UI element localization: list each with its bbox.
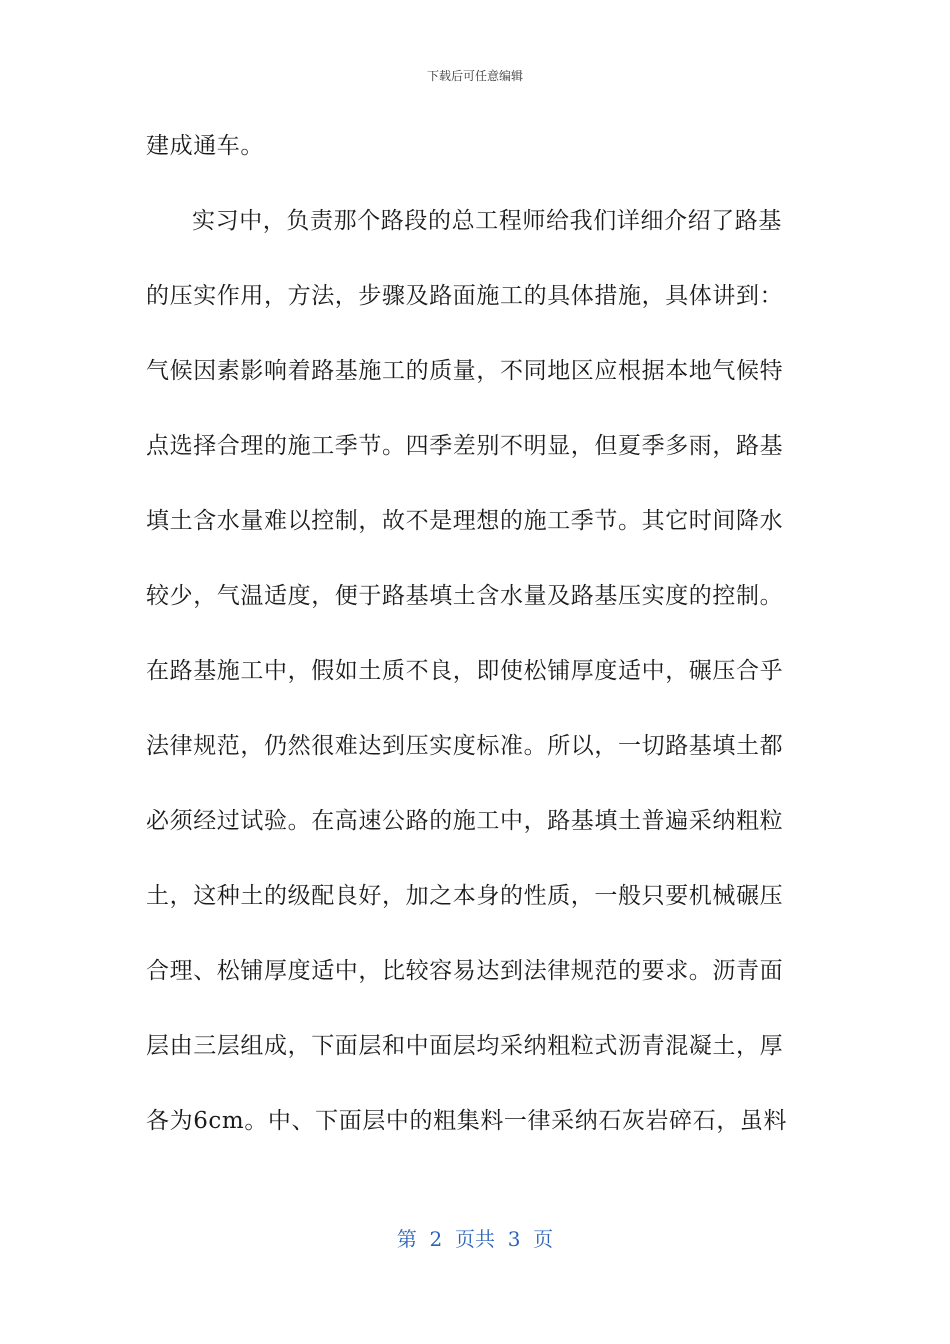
text-line: 合理、松铺厚度适中，比较容易达到法律规范的要求。沥青面 <box>146 958 784 984</box>
page-number-footer: 第 2 页共 3 页 <box>396 1227 554 1251</box>
document-body <box>146 127 796 1177</box>
text-line: 填土含水量难以控制，故不是理想的施工季节。其它时间降水 <box>146 508 784 534</box>
text-line: 法律规范，仍然很难达到压实度标准。所以，一切路基填土都 <box>146 733 784 759</box>
text-line: 土，这种土的级配良好，加之本身的性质，一般只要机械碾压 <box>146 883 784 909</box>
text-line: 较少，气温适度，便于路基填土含水量及路基压实度的控制。 <box>146 583 784 609</box>
text-line: 气候因素影响着路基施工的质量，不同地区应根据本地气候特 <box>146 358 784 384</box>
text-line: 层由三层组成，下面层和中面层均采纳粗粒式沥青混凝土，厚 <box>146 1033 784 1059</box>
text-line: 各为6cm。中、下面层中的粗集料一律采纳石灰岩碎石，虽料 <box>146 1108 788 1134</box>
page-header-note: 下载后可任意编辑 <box>426 69 523 83</box>
text-line: 点选择合理的施工季节。四季差别不明显，但夏季多雨，路基 <box>146 433 784 459</box>
text-line: 实习中，负责那个路段的总工程师给我们详细介绍了路基 <box>192 208 782 234</box>
text-line: 的压实作用，方法，步骤及路面施工的具体措施，具体讲到： <box>146 283 784 309</box>
text-line: 在路基施工中，假如土质不良，即使松铺厚度适中，碾压合乎 <box>146 658 784 684</box>
text-line: 必须经过试验。在高速公路的施工中，路基填土普遍采纳粗粒 <box>146 808 784 834</box>
text-line: 建成通车。 <box>146 133 264 159</box>
